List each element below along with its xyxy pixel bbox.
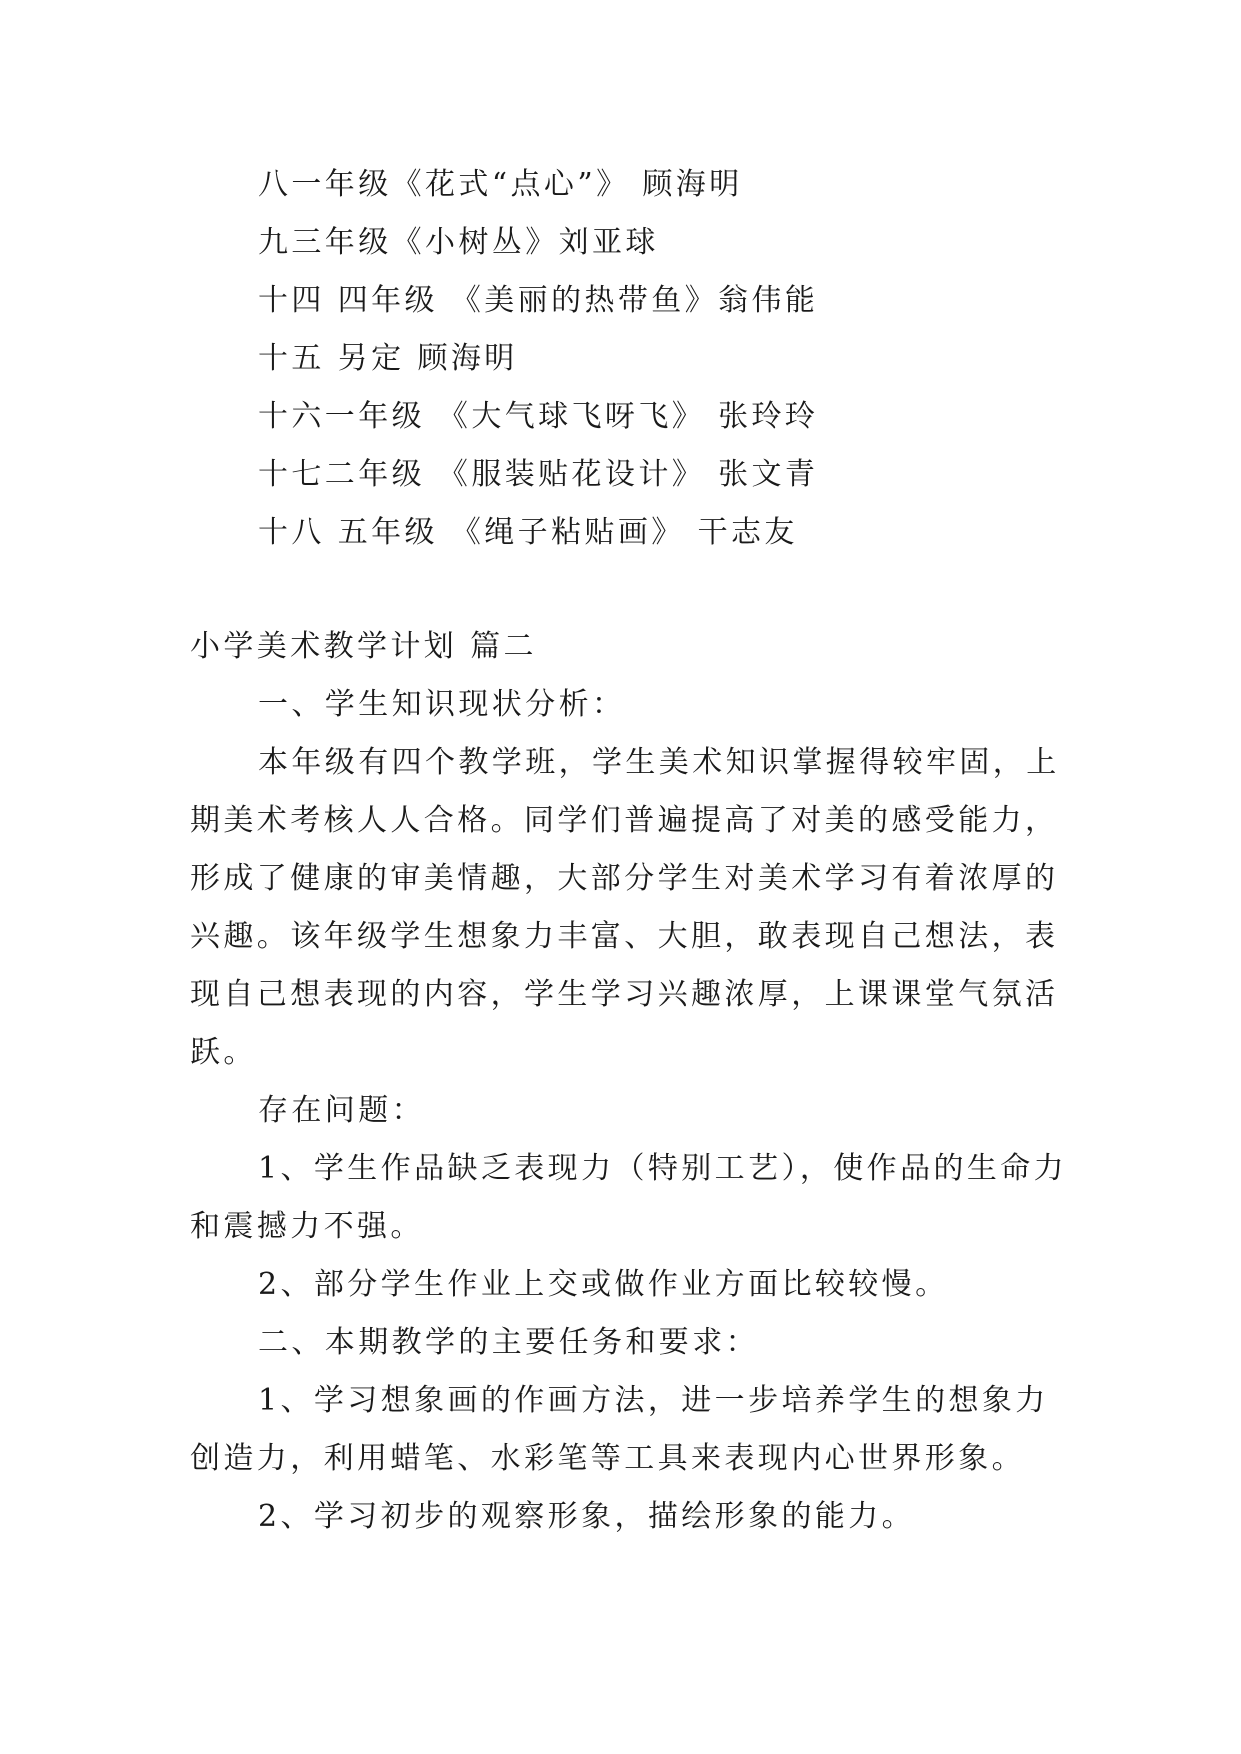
paragraph-line: 和震撼力不强。 — [190, 1209, 424, 1244]
paragraph-line: 现自己想表现的内容，学生学习兴趣浓厚，上课课堂气氛活 — [190, 977, 1059, 1012]
section-title: 小学美术教学计划 篇二 — [190, 629, 537, 664]
paragraph-line: 兴趣。该年级学生想象力丰富、大胆，敢表现自己想法，表 — [190, 919, 1059, 954]
paragraph-line: 1、学习想象画的作画方法，进一步培养学生的想象力 — [258, 1383, 1049, 1418]
schedule-item: 十八 五年级 《绳子粘贴画》 干志友 — [258, 515, 798, 550]
schedule-item: 十七二年级 《服装贴花设计》 张文青 — [258, 457, 819, 492]
paragraph-line: 形成了健康的审美情趣，大部分学生对美术学习有着浓厚的 — [190, 861, 1059, 896]
schedule-item: 十四 四年级 《美丽的热带鱼》翁伟能 — [258, 283, 819, 318]
task-2-paragraph: 2、学习初步的观察形象，描绘形象的能力。 — [258, 1499, 916, 1534]
heading-student-analysis: 一、学生知识现状分析： — [258, 687, 626, 722]
schedule-item: 十六一年级 《大气球飞呀飞》 张玲玲 — [258, 399, 819, 434]
schedule-item: 十五 另定 顾海明 — [258, 341, 518, 376]
heading-main-tasks: 二、本期教学的主要任务和要求： — [258, 1325, 759, 1360]
paragraph-line: 本年级有四个教学班，学生美术知识掌握得较牢固，上 — [258, 745, 1060, 780]
problem-2-paragraph: 2、部分学生作业上交或做作业方面比较较慢。 — [258, 1267, 949, 1302]
paragraph-line: 跃。 — [190, 1035, 257, 1070]
schedule-item: 九三年级《小树丛》刘亚球 — [258, 225, 659, 260]
paragraph-line: 1、学生作品缺乏表现力（特别工艺），使作品的生命力 — [258, 1151, 1068, 1186]
schedule-item: 八一年级《花式“点心”》 顾海明 — [258, 167, 743, 202]
paragraph-line: 期美术考核人人合格。同学们普遍提高了对美的感受能力， — [190, 803, 1059, 838]
problems-heading: 存在问题： — [258, 1093, 425, 1128]
paragraph-line: 创造力，利用蜡笔、水彩笔等工具来表现内心世界形象。 — [190, 1441, 1025, 1476]
